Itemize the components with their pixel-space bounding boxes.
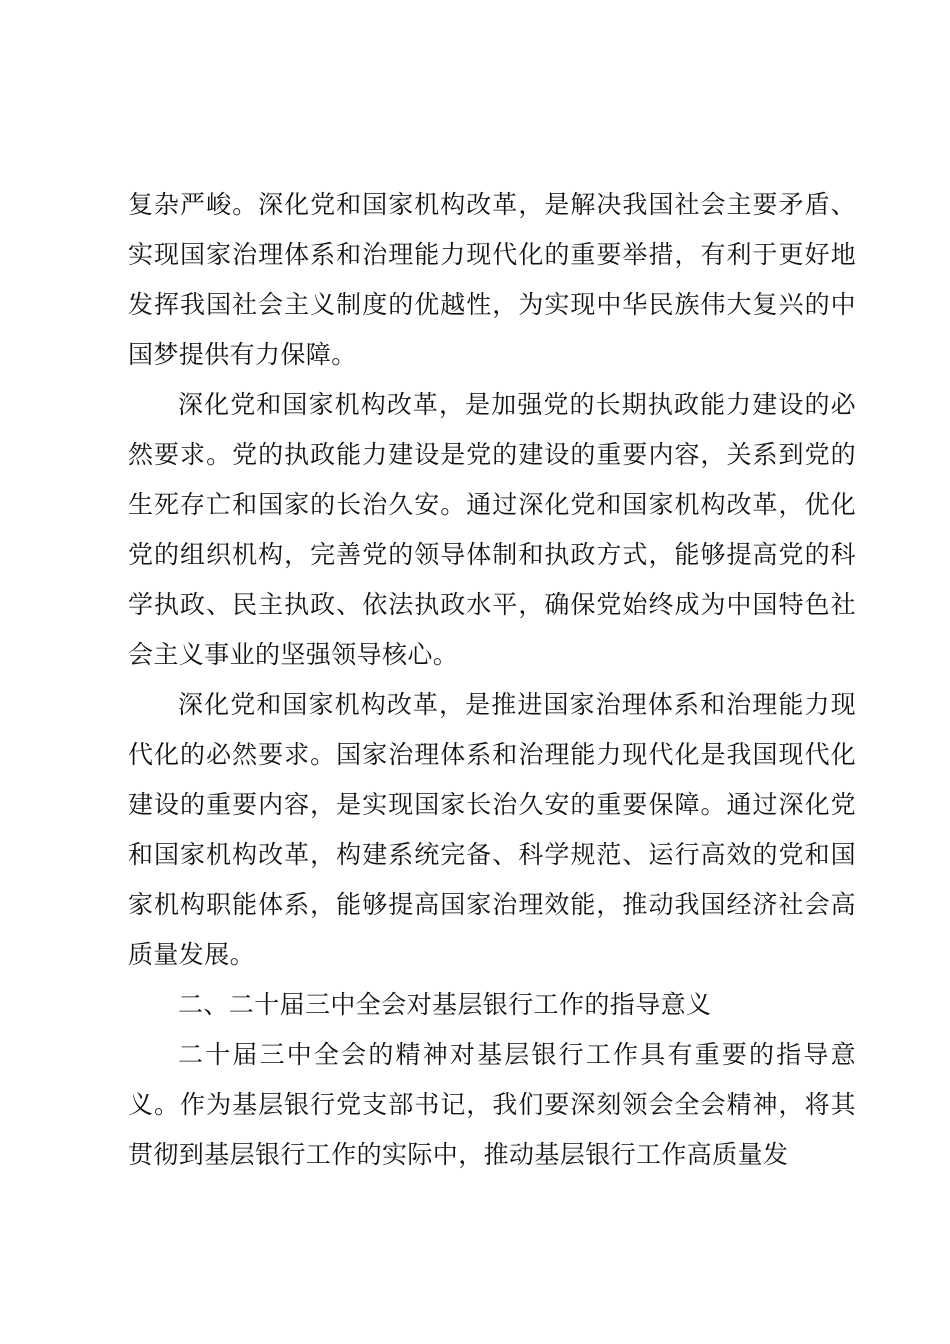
paragraph-governance-modernization: 深化党和国家机构改革，是推进国家治理体系和治理能力现代化的必然要求。国家治理体系和治理能力现代化是我国现代化建设的重要内容，是实现国家长治久安的重要保障。通过深化党和国家机构改革，构建系统完备、科学规范、运行高效的党和国家机构职能体系，能够提高国家治理效能，推动我国经济社会高质量发展。 xyxy=(128,690,856,969)
section-heading: 二、二十届三中全会对基层银行工作的指导意义 xyxy=(178,990,712,1019)
paragraph-bank-guidance: 二十届三中全会的精神对基层银行工作具有重要的指导意义。作为基层银行党支部书记，我们要深刻领会全会精神，将其贯彻到基层银行工作的实际中，推动基层银行工作高质量发 xyxy=(128,1040,856,1169)
document-body xyxy=(128,180,856,1180)
paragraph-continued: 复杂严峻。深化党和国家机构改革，是解决我国社会主要矛盾、实现国家治理体系和治理能力现代化的重要举措，有利于更好地发挥我国社会主义制度的优越性，为实现中华民族伟大复兴的中国梦提供有力保障。 xyxy=(128,190,856,369)
paragraph-party-governance: 深化党和国家机构改革，是加强党的长期执政能力建设的必然要求。党的执政能力建设是党的建设的重要内容，关系到党的生死存亡和国家的长治久安。通过深化党和国家机构改革，优化党的组织机构，完善党的领导体制和执政方式，能够提高党的科学执政、民主执政、依法执政水平，确保党始终成为中国特色社会主义事业的坚强领导核心。 xyxy=(128,390,856,669)
